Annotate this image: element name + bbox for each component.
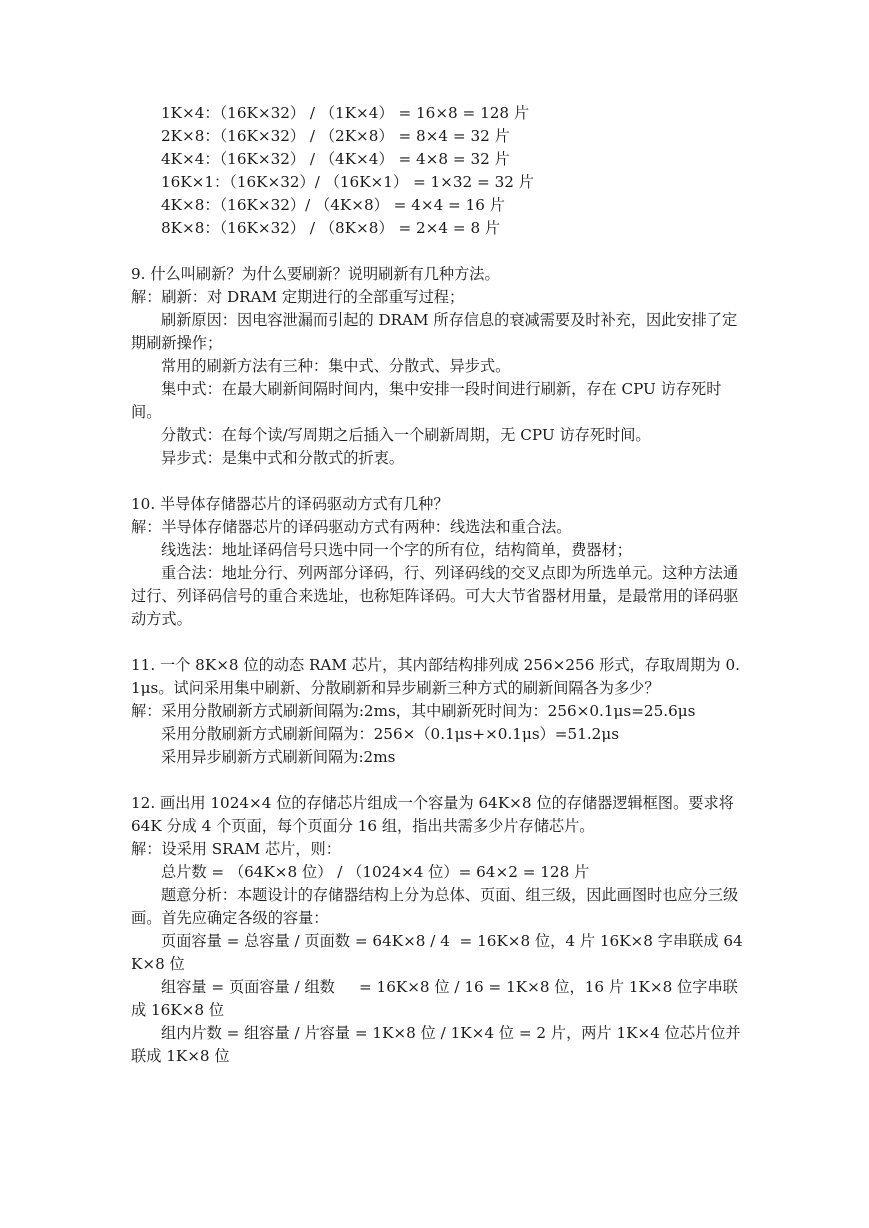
answer-paragraph: 组内片数 = 组容量 / 片容量 = 1K×8 位 / 1K×4 位 = 2 片，两片 1K×4 位芯片位并联成 1K×8 位: [131, 1024, 741, 1065]
spacer: [131, 240, 743, 263]
answer-line: 解：半导体存储器芯片的译码驱动方式有两种：线选法和重合法。: [131, 518, 572, 536]
question-heading: 9. 什么叫刷新？为什么要刷新？说明刷新有几种方法。: [131, 265, 500, 283]
answer-paragraph: 采用分散刷新方式刷新间隔为：256×（0.1μs+×0.1μs）=51.2μs: [161, 725, 620, 743]
answer-paragraph: 总片数 = （64K×8 位） / （1024×4 位）= 64×2 = 128 片: [161, 863, 590, 881]
spacer: [131, 631, 743, 654]
question-11: [131, 654, 743, 769]
answer-paragraph: 重合法：地址分行、列两部分译码，行、列译码线的交叉点即为所选单元。这种方法通过行、列译码信号的重合来选址，也称矩阵译码。可大大节省器材用量，是最常用的译码驱动方式。: [131, 564, 739, 628]
spacer: [131, 470, 743, 493]
calc-line: 2K×8：（16K×32） / （2K×8） = 8×4 = 32 片: [161, 127, 510, 145]
chip-count-list: [131, 102, 743, 240]
answer-paragraph: 集中式：在最大刷新间隔时间内，集中安排一段时间进行刷新，存在 CPU 访存死时间。: [131, 380, 722, 421]
question-10: [131, 493, 743, 631]
answer-paragraph: 异步式：是集中式和分散式的折衷。: [161, 449, 404, 467]
question-heading: 11. 一个 8K×8 位的动态 RAM 芯片，其内部结构排列成 256×256 形式，存取周期为 0.1μs。试问采用集中刷新、分散刷新和异步刷新三种方式的刷新间隔各为多少？: [131, 656, 741, 697]
answer-paragraph: 常用的刷新方法有三种：集中式、分散式、异步式。: [161, 357, 511, 375]
calc-line: 8K×8：（16K×32） / （8K×8） = 2×4 = 8 片: [161, 219, 501, 237]
answer-paragraph: 分散式：在每个读/写周期之后插入一个刷新周期，无 CPU 访存死时间。: [161, 426, 651, 444]
answer-line: 解：设采用 SRAM 芯片，则：: [131, 840, 341, 858]
calc-line: 4K×4：（16K×32） / （4K×4） = 4×8 = 32 片: [161, 150, 510, 168]
question-9: [131, 263, 743, 470]
spacer: [131, 769, 743, 792]
question-heading: 10. 半导体存储器芯片的译码驱动方式有几种？: [131, 495, 449, 513]
question-heading: 12. 画出用 1024×4 位的存储芯片组成一个容量为 64K×8 位的存储器逻辑框图。要求将 64K 分成 4 个页面，每个页面分 16 组，指出共需多少片存储芯片。: [131, 794, 739, 835]
answer-paragraph: 页面容量 = 总容量 / 页面数 = 64K×8 / 4 = 16K×8 位，4 片 16K×8 字串联成 64K×8 位: [131, 932, 743, 973]
answer-paragraph: 组容量 = 页面容量 / 组数 = 16K×8 位 / 16 = 1K×8 位，16 片 1K×8 位字串联成 16K×8 位: [131, 978, 738, 1019]
document-page: [131, 102, 743, 1068]
answer-paragraph: 刷新原因：因电容泄漏而引起的 DRAM 所存信息的衰减需要及时补充，因此安排了定期刷新操作；: [131, 311, 738, 352]
answer-line: 解：刷新：对 DRAM 定期进行的全部重写过程；: [131, 288, 465, 306]
calc-line: 16K×1：（16K×32）/ （16K×1） = 1×32 = 32 片: [161, 173, 534, 191]
answer-paragraph: 采用异步刷新方式刷新间隔为:2ms: [161, 748, 396, 766]
answer-paragraph: 题意分析：本题设计的存储器结构上分为总体、页面、组三级，因此画图时也应分三级画。首先应确定各级的容量：: [131, 886, 739, 927]
question-12: [131, 792, 743, 1068]
answer-paragraph: 线选法：地址译码信号只选中同一个字的所有位，结构简单，费器材；: [161, 541, 632, 559]
calc-line: 4K×8：（16K×32）/ （4K×8） = 4×4 = 16 片: [161, 196, 505, 214]
calc-line: 1K×4：（16K×32） / （1K×4） = 16×8 = 128 片: [161, 104, 530, 122]
answer-line: 解：采用分散刷新方式刷新间隔为:2ms，其中刷新死时间为：256×0.1μs=25.6μs: [131, 702, 696, 720]
